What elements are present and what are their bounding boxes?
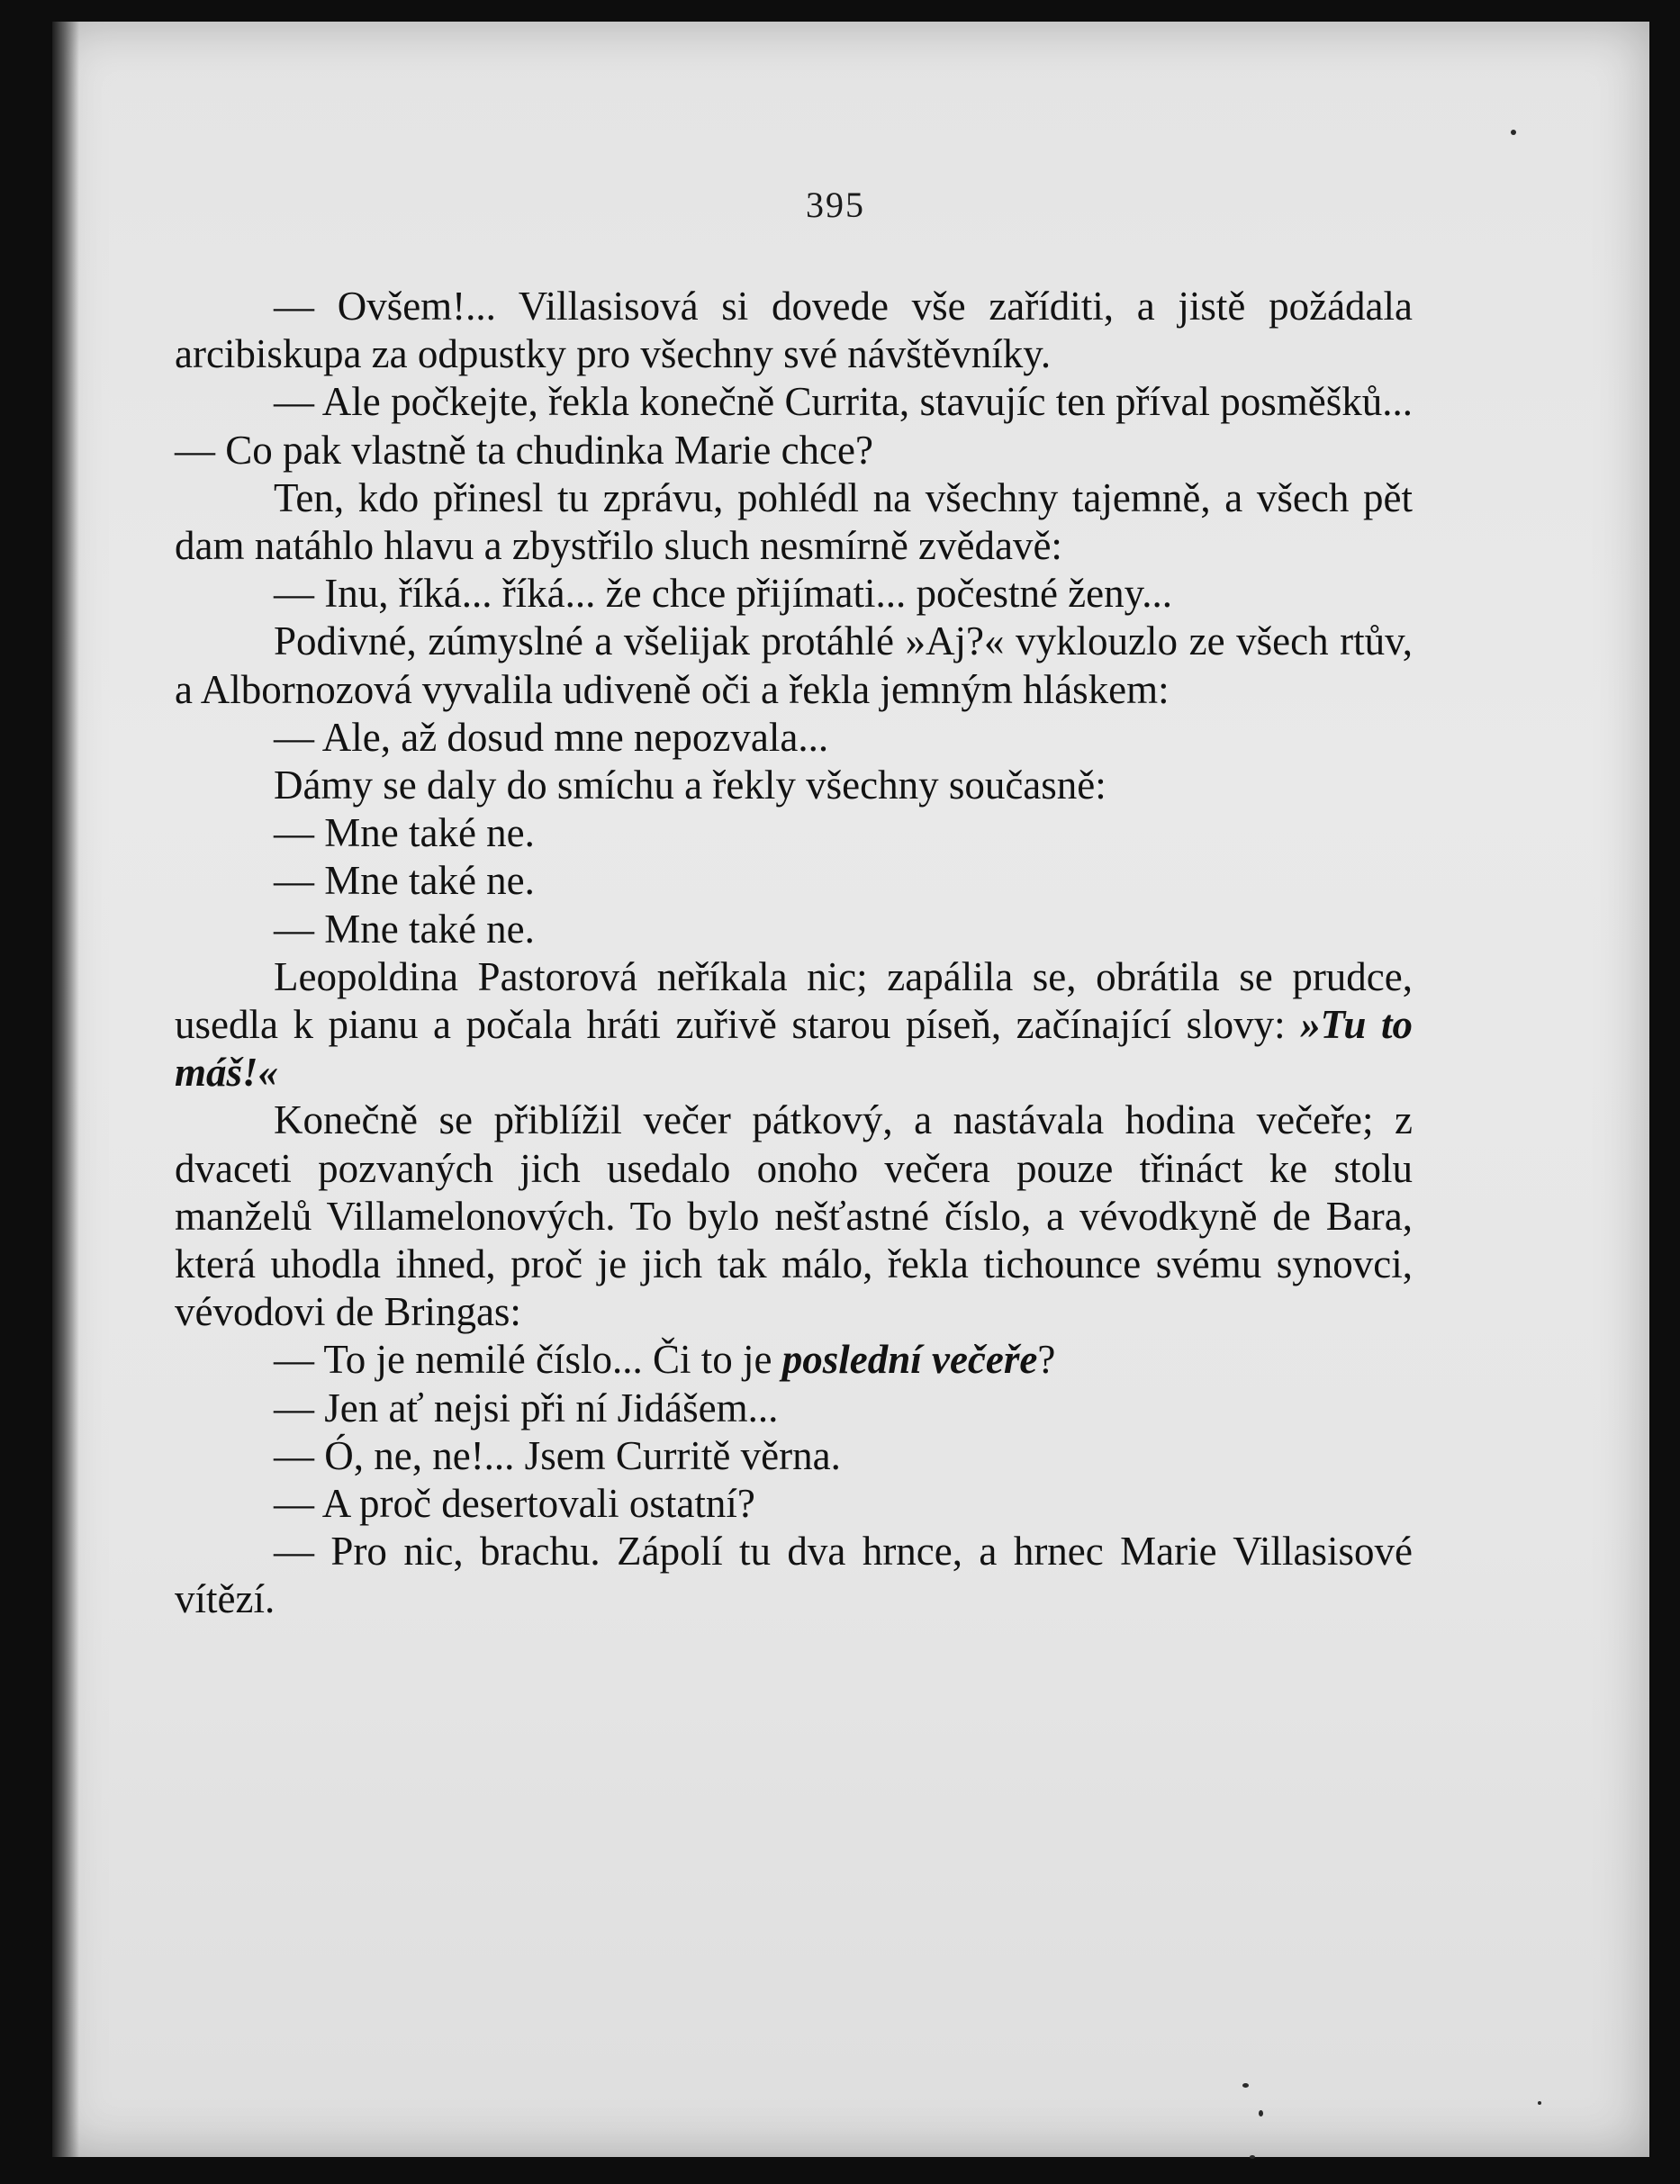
page-gutter-shadow [52,22,79,2157]
supper-emphasis: poslední večeře [781,1337,1038,1383]
paragraph-judas: — Jen ať nejsi při ní Jidášem... [274,1385,779,1430]
supper-text: — To je nemilé číslo... Či to je [274,1337,782,1383]
paragraph-9: — Mne také ne. [274,858,535,904]
song-quote-open: » [1300,1002,1321,1048]
paragraph-evening: Konečně se přiblížil večer pátkový, a nastávala hodina večeře; z dvaceti pozvaných jich usedalo onoho večera pouze třináct ke stolu manželů Villamelonových. To bylo nešťastné číslo, a vévodkyně de Bara, která uhodla ihned, proč je jich tak málo, řekla tichounce svému synovci, vévodovi de Bringas: [175,1097,1413,1335]
paragraph-5: Podivné, zúmyslné a všelijak protáhlé »Aj?« vyklouzlo ze všech rtův, a Albornozová vyvalila udiveně oči a řekla jemným hláskem: [175,618,1413,712]
paragraph-8: — Mne také ne. [274,810,535,856]
print-speck [1242,2083,1249,2088]
paragraph-7: Dámy se daly do smíchu a řekly všechny současně: [274,763,1106,808]
book-page [52,22,1649,2157]
paragraph-6: — Ale, až dosud mne nepozvala... [274,714,829,760]
song-title: Tu to máš! [175,1002,1413,1096]
page-number: 395 [806,185,865,225]
paragraph-leopoldina [175,953,1413,1097]
supper-end: ? [1037,1337,1056,1383]
print-speck [1259,2110,1263,2116]
paragraph-10: — Mne také ne. [274,906,535,952]
paragraph-4: — Inu, říká... říká... že chce přijímati... počestné ženy... [274,571,1172,617]
paragraph-1: — Ovšem!... Villasisová si dovede vše zaříditi, a jistě požádala arcibiskupa za odpustky pro všechny své návštěvníky. [175,284,1413,377]
paragraph-deserted: — A proč desertovali ostatní? [274,1481,755,1527]
paragraph-3: Ten, kdo přinesl tu zprávu, pohlédl na všechny tajemně, a všech pět dam natáhlo hlavu a zbystřilo sluch nesmírně zvědavě: [175,474,1413,569]
paragraph-2: — Ale počkejte, řekla konečně Currita, stavujíc ten příval posměšků... — Co pak vlastně ta chudinka Marie chce? [175,379,1413,473]
paragraph-faithful: — Ó, ne, ne!... Jsem Curritě věrna. [274,1432,841,1478]
leopoldina-text: Leopoldina Pastorová neříkala nic; zapálila se, obrátila se prudce, usedla k pianu a počala hráti zuřivě starou píseň, začínající slovy: [175,953,1413,1048]
paragraph-supper [175,1336,1413,1384]
song-quote-close: « [257,1050,279,1096]
paragraph-final: — Pro nic, brachu. Zápolí tu dva hrnce, a hrnec Marie Villasisové vítězí. [175,1529,1413,1622]
print-speck [1250,2155,1255,2159]
print-speck [1538,2101,1541,2105]
body-text [175,283,1413,1624]
print-speck [1511,130,1516,135]
